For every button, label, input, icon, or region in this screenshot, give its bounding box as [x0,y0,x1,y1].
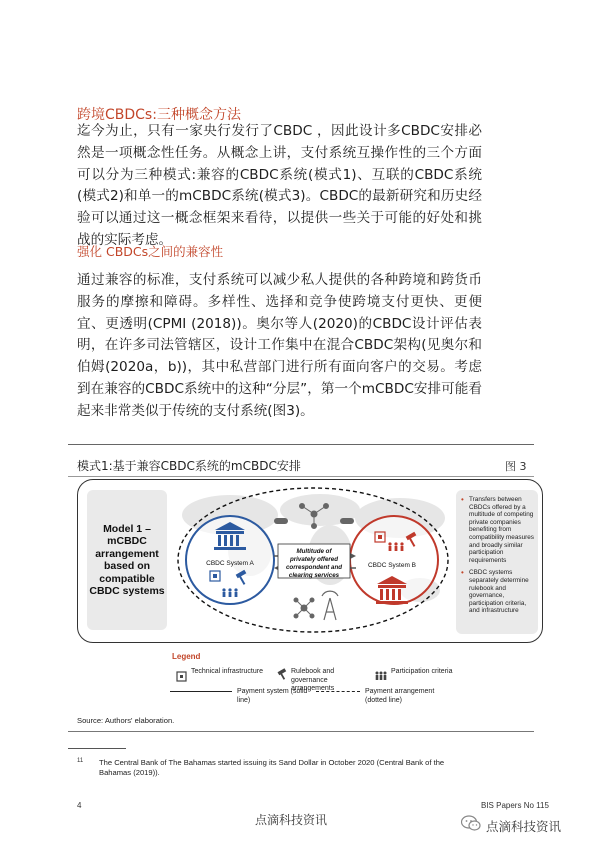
note-item: • Transfers between CBDCs offered by a multitude of competing private companies benefiting from compatibility measures and broadly similar participation requirements [460,496,534,564]
model-label: Model 1 – mCBDC arrangement based on compatible CBDC systems [89,522,165,597]
intermediary-line-2: privately offered [289,556,339,563]
page-source: BIS Papers No 115 [481,801,549,810]
section-title: 跨境CBDCs:三种概念方法 [77,107,241,123]
people-icon-b [388,542,403,551]
chip-legend-icon [176,667,187,686]
footnote-rule [68,748,126,749]
figure-number: 图 3 [505,460,527,473]
antenna-icon [322,591,338,620]
intermediary-line-1: Multitude of [296,548,332,555]
legend-rulebook: Rulebook and governance arrangements [291,668,335,693]
section-paragraph: 迄今为止，只有一家央行发行了CBDC ，因此设计多CBDC安排必然是一项概念性任务。从概念上讲，支付系统互操作性的三个方面可以分为三种模式:兼容的CBDC系统(模式1)、互联的CBDC系统(模式2)和单一的mCBDC系统(模式3)。CBDC的最新研究和历史经验可以通过这一概念框架来看待，以提供一些关于可能的好处和挑战的实际考虑。 [77,123,482,248]
subsection-paragraph: 通过兼容的标准，支付系统可以减少私人提供的各种跨境和跨货币服务的摩擦和障碍。多样性、选择和竞争使跨境支付更快、更便宜、更透明(CPMI (2018))。奥尔等人(2020)的CBDC设计评估表明，在许多司法管辖区，设计工作集中在混合CBDC架构(见奥尔和伯姆(2020a，b))，其中私营部门进行所有面向客户的交易。考虑到在兼容的CBDC系统中的这种“分层”，第一个mCBDC安排可能看起来非常类似于传统的支付系统(图3)。 [77,272,483,419]
watermark-text: 点滴科技资讯 [255,813,328,827]
figure-title: 模式1:基于兼容CBDC系统的mCBDC安排 [77,459,301,473]
figure-bottom-rule [68,731,534,732]
subsection-title: 强化 CBDCs之间的兼容性 [77,244,224,259]
network-icon-bottom [294,598,314,618]
intermediary-line-4: clearing services [288,572,340,579]
watermark-brand-text: 点滴科技资讯 [486,818,562,834]
legend-payment-arrangement: Payment arrangement (dotted line) [365,688,435,704]
figure-top-rule [68,444,534,445]
people-icon-a [222,588,237,597]
legend-payment-system: Payment system (solid line) [237,688,308,704]
footnote-mark: 11 [77,758,84,764]
legend-participation: Participation criteria [391,668,453,675]
figure-notes [456,490,538,634]
people-legend-icon [374,667,388,686]
watermark-brand [461,815,561,836]
dotted-line-sample [316,691,360,692]
system-b-label: CBDC System B [367,562,417,569]
legend-technical: Technical infrastructure [191,668,263,675]
figure-title-rule [68,476,534,477]
legend-title: Legend [172,652,201,661]
system-a-label: CBDC System A [206,560,254,567]
wechat-icon [461,815,481,836]
model-label-box [87,490,167,630]
model-diagram [170,480,456,640]
solid-line-sample [170,691,232,692]
figure-source: Source: Authors' elaboration. [77,716,175,725]
note-item: • CBDC systems separately determine rulebook and governance, participation criteria, and infrastructure [460,569,534,615]
page-number: 4 [77,801,82,810]
gavel-legend-icon [276,665,288,684]
footnote-text: The Central Bank of The Bahamas started issuing its Sand Dollar in October 2020 (Central Bank of the Bahamas (2019)). [99,758,445,777]
intermediary-line-3: correspondent and [285,564,343,571]
